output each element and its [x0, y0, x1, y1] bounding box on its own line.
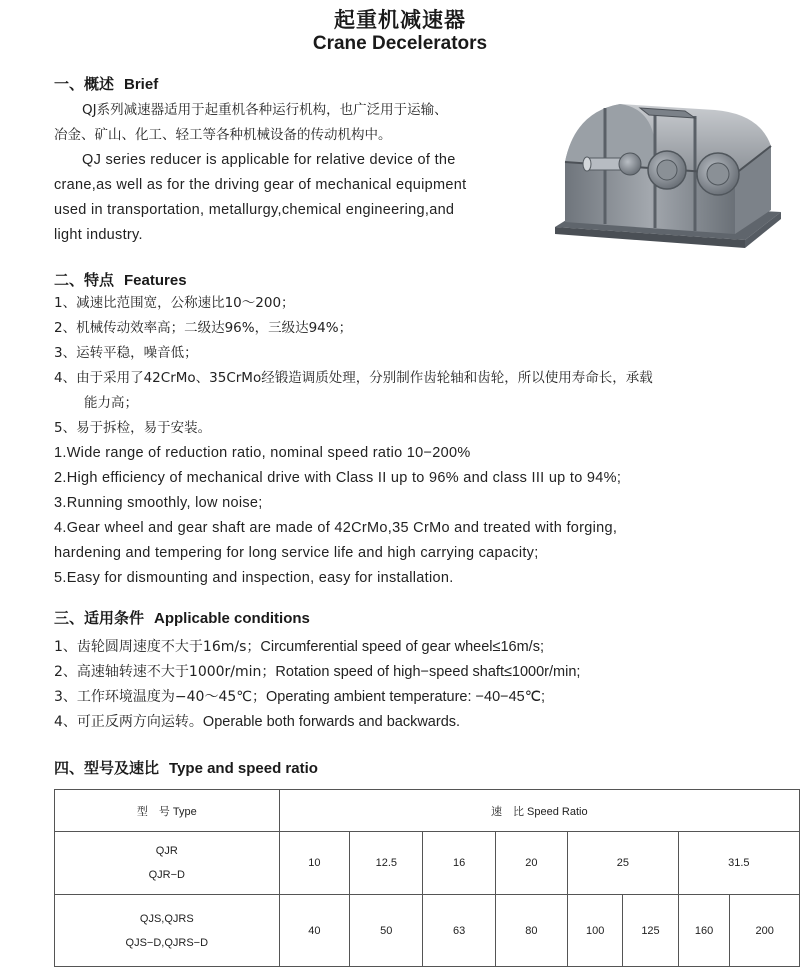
type-ratio-heading: [54, 757, 318, 778]
condition-cn: 3、工作环境温度为−40～45℃；: [54, 689, 266, 705]
crane-decelerator-image: [545, 82, 785, 252]
feature-line: 4、由于采用了42CrMo、35CrMo经锻造调质处理，分别制作齿轮轴和齿轮，所以使用寿命长，承载: [54, 370, 653, 386]
condition-en: Circumferential speed of gear wheel≤16m/s;: [260, 639, 544, 655]
ratio-cell: 12.5: [350, 832, 423, 895]
feature-line: 5.Easy for dismounting and inspection, easy for installation.: [54, 570, 454, 586]
header-speed-ratio: 速 比 Speed Ratio: [279, 790, 799, 832]
ratio-cell: 100: [568, 895, 623, 967]
features-heading: [54, 269, 187, 290]
table-row: [55, 895, 800, 967]
condition-line: [54, 660, 784, 685]
feature-line: hardening and tempering for long service life and high carrying capacity;: [54, 545, 539, 561]
feature-line: 2.High efficiency of mechanical drive with Class II up to 96% and class III up to 94%;: [54, 470, 622, 486]
ratio-cell: 31.5: [678, 832, 799, 895]
model-name: QJR−D: [148, 869, 185, 881]
feature-line: 2、机械传动效率高；二级达96%，三级达94%；: [54, 320, 353, 336]
condition-line: [54, 710, 784, 735]
brief-line: light industry.: [54, 227, 143, 243]
ratio-cell: 125: [623, 895, 678, 967]
model-cell: [55, 832, 280, 895]
ratio-cell: 40: [279, 895, 350, 967]
ratio-cell: 10: [279, 832, 350, 895]
ratio-cell: 63: [423, 895, 495, 967]
ratio-cell: 25: [568, 832, 679, 895]
feature-line: 5、易于拆检，易于安装。: [54, 420, 212, 436]
feature-line: 4.Gear wheel and gear shaft are made of 42CrMo,35 CrMo and treated with forging,: [54, 520, 618, 536]
ratio-cell: 160: [678, 895, 730, 967]
brief-text: [54, 98, 524, 248]
brief-line: 冶金、矿山、化工、轻工等各种机械设备的传动机构中。: [54, 127, 392, 143]
model-name: QJS−D,QJRS−D: [125, 936, 209, 949]
model-name: QJS,QJRS: [139, 912, 194, 925]
brief-heading-cn: 一、概述: [54, 75, 115, 93]
feature-line: 能力高；: [84, 395, 138, 411]
feature-line: 1、减速比范围宽，公称速比10～200；: [54, 295, 295, 311]
feature-line: 1.Wide range of reduction ratio, nominal speed ratio 10−200%: [54, 445, 471, 461]
ratio-cell: 80: [495, 895, 567, 967]
header-type: 型 号 Type: [55, 790, 280, 832]
model-name: QJR: [155, 845, 178, 857]
ratio-cell: 20: [495, 832, 567, 895]
condition-cn: 2、高速轴转速不大于1000r/min；: [54, 664, 276, 680]
condition-line: [54, 635, 784, 660]
brief-line: QJ系列减速器适用于起重机各种运行机构，也广泛用于运输、: [82, 102, 448, 118]
page-title-cn: 起重机减速器: [334, 8, 466, 32]
page-title-en: Crane Decelerators: [312, 33, 488, 54]
model-cell: [55, 895, 280, 967]
conditions-heading: [54, 607, 310, 628]
features-heading-cn: 二、特点: [54, 271, 115, 289]
ratio-cell: 200: [730, 895, 800, 967]
condition-en: Rotation speed of high−speed shaft≤1000r/min;: [275, 664, 581, 680]
feature-line: 3.Running smoothly, low noise;: [54, 495, 263, 511]
brief-line: QJ series reducer is applicable for relative device of the: [82, 152, 456, 168]
feature-line: 3、运转平稳，噪音低；: [54, 345, 198, 361]
condition-cn: 4、可正反两方向运转。: [54, 714, 203, 730]
brief-line: used in transportation, metallurgy,chemical engineering,and: [54, 202, 455, 218]
table-header-row: [55, 790, 800, 832]
conditions-text: [54, 635, 784, 735]
condition-en: Operating ambient temperature: −40−45℃;: [266, 689, 546, 705]
table-row: [55, 832, 800, 895]
ratio-cell: 50: [350, 895, 423, 967]
type-ratio-heading-en: Type and speed ratio: [169, 760, 318, 777]
type-ratio-heading-cn: 四、型号及速比: [54, 759, 160, 777]
conditions-heading-cn: 三、适用条件: [54, 609, 145, 627]
ratio-cell: 16: [423, 832, 495, 895]
brief-line: crane,as well as for the driving gear of mechanical equipment: [54, 177, 467, 193]
conditions-heading-en: Applicable conditions: [154, 610, 310, 627]
condition-cn: 1、齿轮圆周速度不大于16m/s；: [54, 639, 261, 655]
features-text: [54, 291, 784, 591]
brief-heading: [54, 73, 158, 94]
condition-en: Operable both forwards and backwards.: [202, 714, 461, 730]
speed-ratio-table: [54, 789, 800, 967]
features-heading-en: Features: [124, 272, 187, 289]
condition-line: [54, 685, 784, 710]
brief-heading-en: Brief: [124, 76, 159, 93]
